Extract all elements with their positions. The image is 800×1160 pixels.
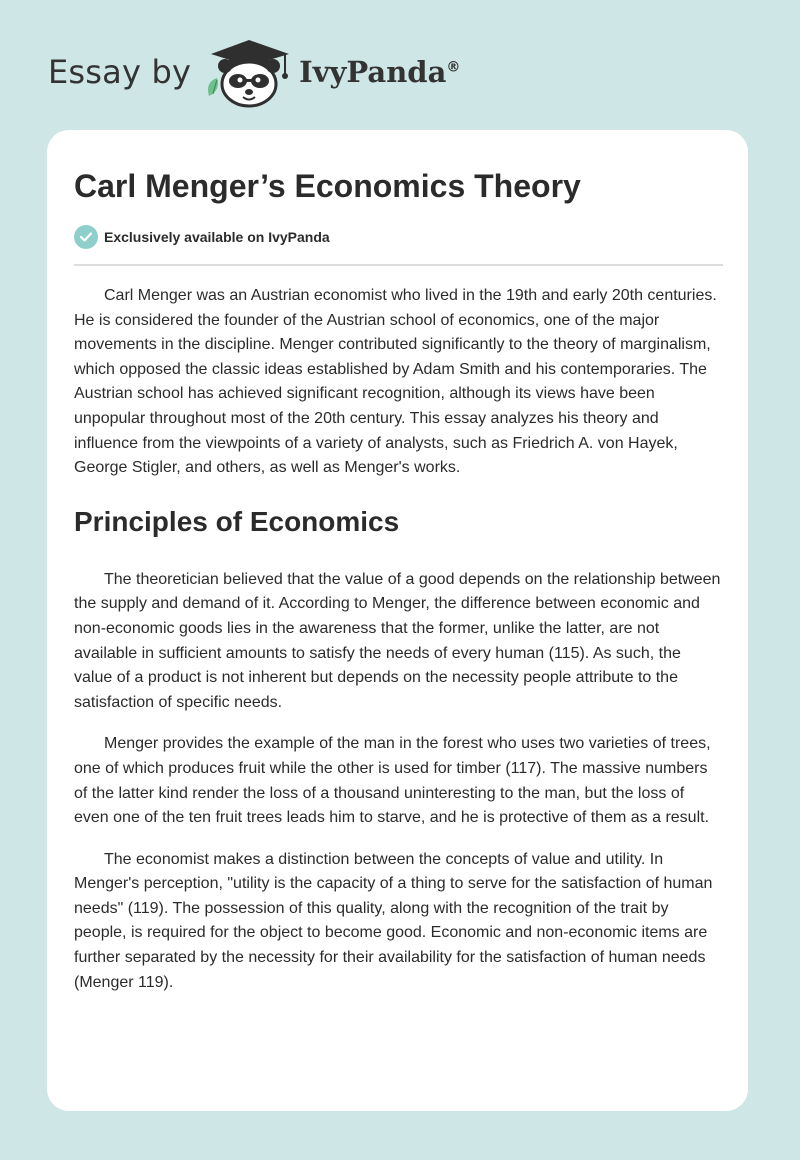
intro-paragraph: Carl Menger was an Austrian economist who lived in the 19th and early 20th centuries. He is considered the founder of the Austrian school of economics, one of the major movements in the discipline. Menger contributed significantly to the theory of marginalism, which opposed the classic ideas established by Adam Smith and his contemporaries. The Austrian school has achieved significant recognition, although its views have been unpopular throughout most of the 20th century. This essay analyzes his theory and influence from the viewpoints of a variety of analysts, such as Friedrich A. von Hayek, George Stigler, and others, as well as Menger's works. — [74, 287, 717, 477]
exclusive-badge — [74, 224, 723, 250]
brand-name: IvyPanda — [299, 55, 447, 89]
panda-graduate-mascot-icon — [205, 34, 295, 110]
section-heading: Principles of Economics — [74, 505, 400, 537]
body-paragraph-3: The economist makes a distinction between the concepts of value and utility. In Menger's perception, "utility is the capacity of a thing to serve for the satisfaction of human needs" (119). The possession of this quality, along with the recognition of the trait by people, is required for the object to become good. Economic and non-economic items are further separated by the necessity for their availability for the satisfaction of human needs (Menger 119). — [74, 850, 713, 991]
essay-card — [47, 130, 748, 1111]
registered-mark: ® — [446, 59, 461, 76]
brand-prefix: Essay by — [48, 53, 192, 91]
check-circle-icon — [74, 225, 98, 249]
site-logo[interactable] — [48, 34, 460, 110]
brand-name-wrapper — [299, 55, 460, 89]
exclusive-label: Exclusively available on IvyPanda — [104, 229, 330, 245]
essay-title: Carl Menger’s Economics Theory — [74, 168, 581, 204]
divider — [74, 264, 723, 266]
body-paragraph-1: The theoretician believed that the value of a good depends on the relationship between the supply and demand of it. According to Menger, the difference between economic and non-economic goods lies in the awareness that the former, unlike the latter, are not available in sufficient amounts to satisfy the needs of every human (115). As such, the value of a product is not inherent but depends on the necessity people attribute to the satisfaction of specific needs. — [74, 570, 721, 711]
body-paragraph-2: Menger provides the example of the man in the forest who uses two varieties of trees, one of which produces fruit while the other is used for timber (117). The massive numbers of the latter kind render the loss of a thousand uninteresting to the man, but the loss of even one of the ten fruit trees leads him to starve, and he is protective of them as a result. — [74, 735, 711, 827]
